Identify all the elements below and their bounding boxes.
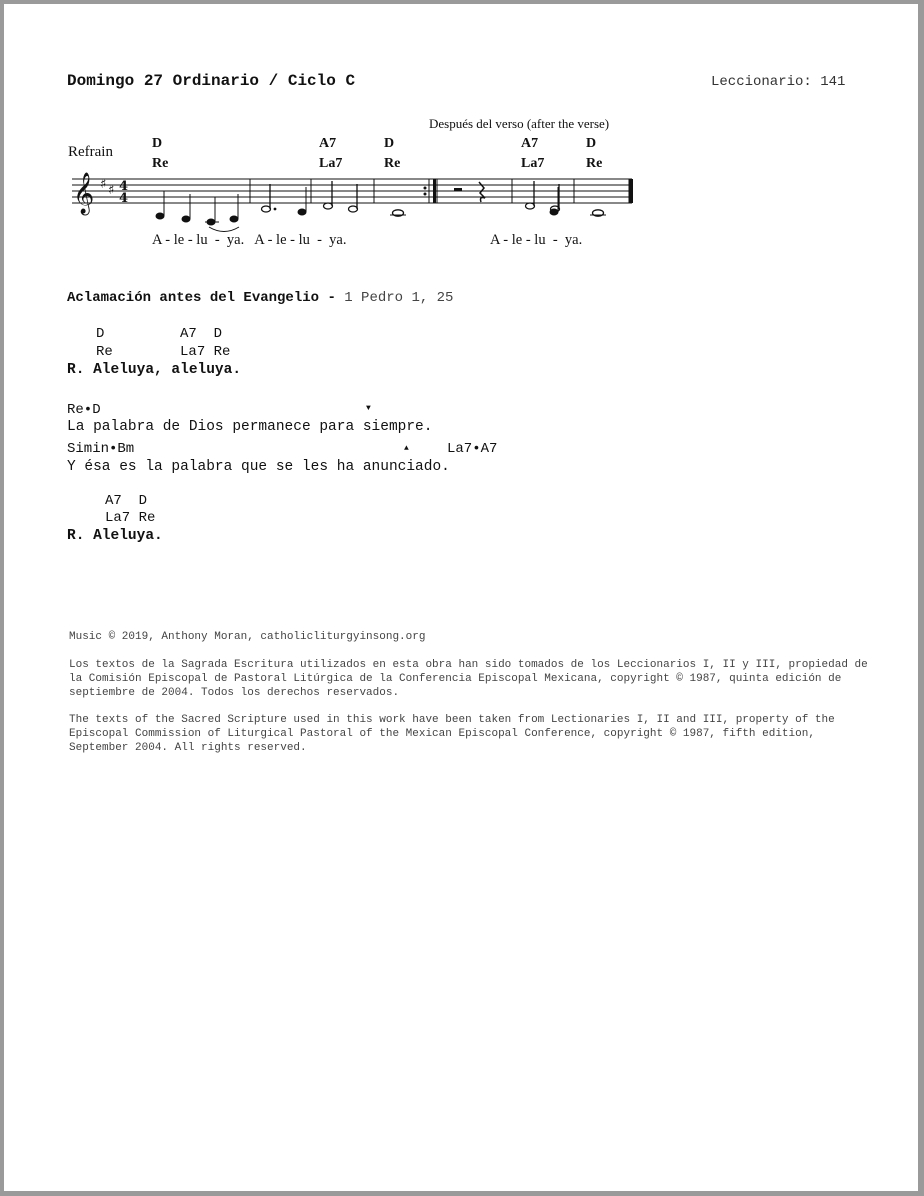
score-chord-1-top: D <box>152 136 163 151</box>
verse-chord-line-2-left: Simin•Bm <box>67 441 135 457</box>
refrain1-chords-top: D A7 D <box>96 326 223 342</box>
refrain1-chords-bottom: Re La7 Re <box>96 344 231 360</box>
down-marker: ▼ <box>366 404 371 413</box>
refrain-label: Refrain <box>68 144 113 160</box>
acclamation-reference: 1 Pedro 1, 25 <box>335 290 454 306</box>
verse-chord-line-2-right: La7•A7 <box>447 441 498 457</box>
score-chord-5-top: D <box>586 136 597 151</box>
english-copyright: The texts of the Sacred Scripture used in this work have been taken from Lectionaries I, II and III, property of the Episcopal Commission of Liturgical Pastoral of the Mexican Episcopal Conference, copyright © 1987, fifth edition, September 2004. All rights reserved. <box>69 714 835 754</box>
score-lyrics-1: A - le - lu - ya. A - le - lu - ya. <box>152 232 347 248</box>
refrain2-chords-bottom: La7 Re <box>105 510 156 526</box>
score-chord-1-bottom: Re <box>152 156 169 171</box>
music-staff <box>64 164 644 234</box>
acclamation-title: Aclamación antes del Evangelio - <box>67 290 336 306</box>
acclamation-heading <box>67 290 453 306</box>
score-chord-4-top: A7 <box>521 136 539 151</box>
verse-chord-line-1: Re•D <box>67 402 101 418</box>
score-chord-3-top: D <box>384 136 395 151</box>
refrain1-text: R. Aleluya, aleluya. <box>67 362 242 378</box>
verse-line-1: La palabra de Dios permanece para siempre. <box>67 419 433 435</box>
score-chord-4-bottom: La7 <box>521 156 545 171</box>
score-chord-5-bottom: Re <box>586 156 603 171</box>
score-chord-2-bottom: La7 <box>319 156 343 171</box>
svg-text:4: 4 <box>119 179 129 194</box>
verse-line-2: Y ésa es la palabra que se les ha anunciado. <box>67 459 450 475</box>
up-marker: ▲ <box>404 444 409 453</box>
page <box>4 4 918 1191</box>
page-title: Domingo 27 Ordinario / Ciclo C <box>67 72 356 90</box>
score-chord-2-top: A7 <box>319 136 337 151</box>
svg-text:♯: ♯ <box>108 183 115 198</box>
score-lyrics-2: A - le - lu - ya. <box>490 232 583 248</box>
lectionary-number: Leccionario: 141 <box>711 74 846 90</box>
spanish-copyright: Los textos de la Sagrada Escritura utilizados en esta obra han sido tomados de los Leccionarios I, II y III, propiedad de la Comisión Episcopal de Pastoral Litúrgica de la Conferencia Episcopal Mexicana, copyright © 1987, quinta edición de septiembre de 2004. Todos los derechos reservados. <box>69 659 868 699</box>
refrain2-chords-top: A7 D <box>105 493 148 509</box>
refrain2-text: R. Aleluya. <box>67 528 163 544</box>
score-chord-3-bottom: Re <box>384 156 401 171</box>
after-verse-label: Después del verso (after the verse) <box>429 116 610 131</box>
svg-text:4: 4 <box>119 191 129 206</box>
music-copyright: Music © 2019, Anthony Moran, catholicliturgyinsong.org <box>69 631 426 643</box>
svg-text:♯: ♯ <box>100 177 107 192</box>
svg-text:𝄞: 𝄞 <box>73 173 95 214</box>
